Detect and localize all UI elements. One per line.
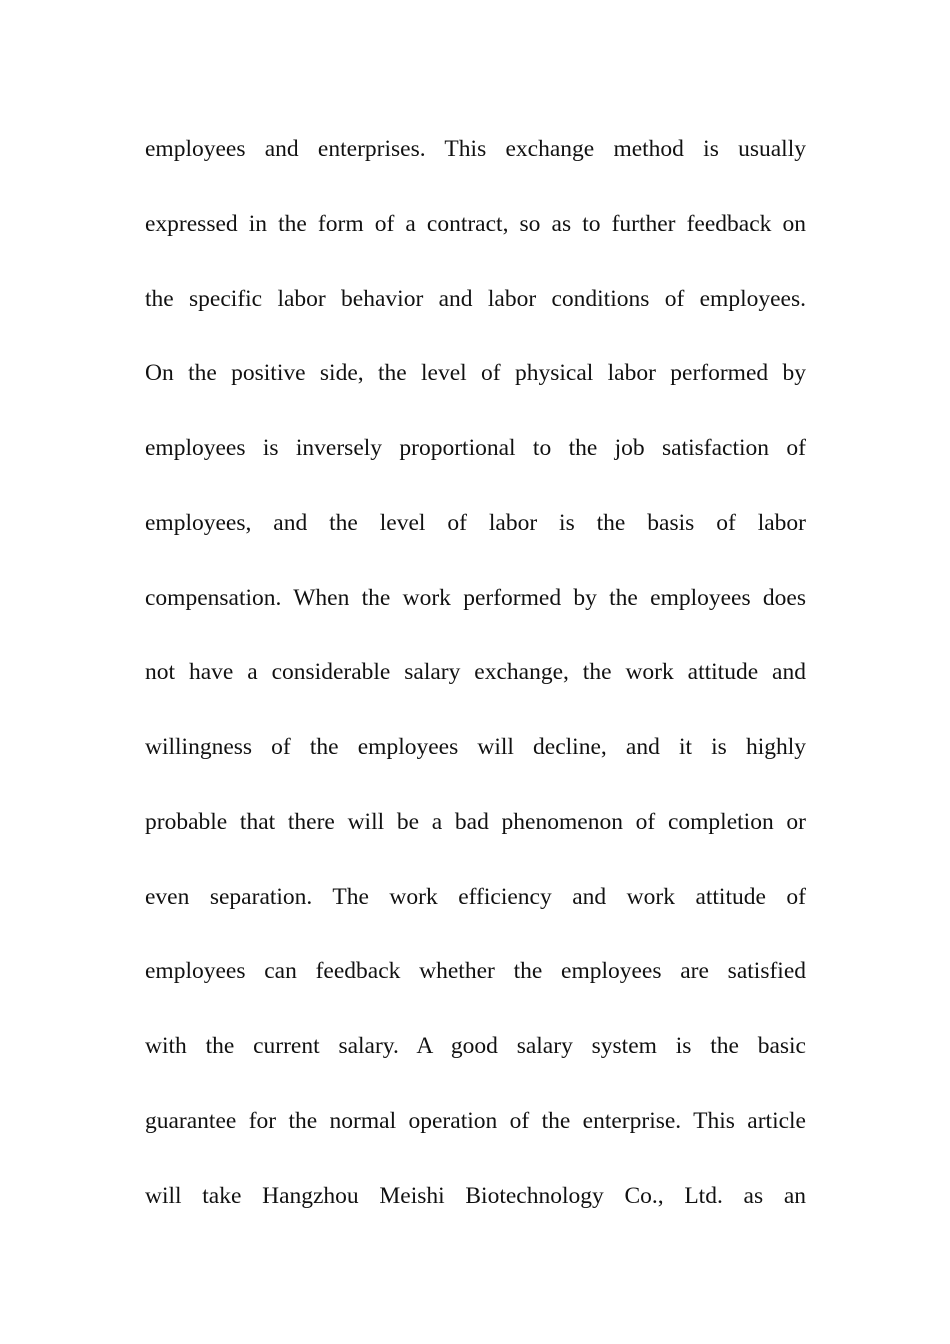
text-line: with the current salary. A good salary system is the basic	[145, 1033, 806, 1059]
text-line: compensation. When the work performed by the employees does	[145, 584, 806, 611]
text-line: On the positive side, the level of physical labor performed by	[145, 360, 806, 387]
text-line: employees is inversely proportional to the job satisfaction of	[145, 435, 806, 461]
text-line: even separation. The work efficiency and work attitude of	[145, 883, 806, 910]
text-line: employees and enterprises. This exchange method is usually	[145, 136, 806, 162]
text-line: employees can feedback whether the employees are satisfied	[145, 958, 806, 985]
text-line: probable that there will be a bad phenomenon of completion or	[145, 808, 806, 835]
text-line: guarantee for the normal operation of the enterprise. This article	[145, 1107, 806, 1134]
text-line: expressed in the form of a contract, so as to further feedback on	[145, 210, 806, 237]
body-paragraph	[145, 112, 806, 1233]
text-line: the specific labor behavior and labor conditions of employees.	[145, 285, 806, 312]
text-line: willingness of the employees will decline, and it is highly	[145, 734, 806, 760]
text-line: not have a considerable salary exchange, the work attitude and	[145, 659, 806, 686]
text-line: will take Hangzhou Meishi Biotechnology Co., Ltd. as an	[145, 1182, 806, 1209]
text-line: employees, and the level of labor is the basis of labor	[145, 509, 806, 536]
